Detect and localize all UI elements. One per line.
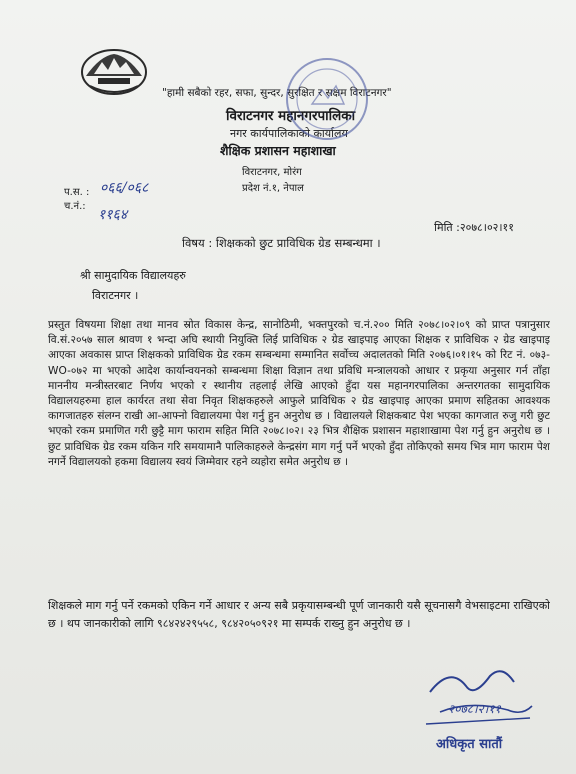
subject-line: विषय : शिक्षकको छुट प्राविधिक ग्रेड सम्बन्धमा । — [182, 236, 381, 250]
cn-value: ११६४ — [98, 207, 128, 223]
address-province: प्रदेश नं.१, नेपाल — [242, 183, 304, 194]
signatory-title: अधिकृत सातौं — [436, 737, 503, 752]
office-name: नगर कार्यपालिकाको कार्यालय — [230, 127, 348, 140]
organization-name: विराटनगर महानगरपालिका — [226, 108, 356, 124]
recipient-line-2: विराटनगर । — [92, 289, 139, 302]
slogan: "हामी सबैको रहर, सफा, सुन्दर, सुरक्षित र सक्षम विराटनगर" — [162, 87, 392, 99]
letter-date: मिति :२०७८।०२।११ — [434, 221, 514, 234]
cn-label: च.नं.: — [64, 201, 86, 212]
nepal-emblem-icon — [80, 46, 148, 96]
section-name: शैक्षिक प्रशासन महाशाखा — [220, 143, 336, 158]
ps-label: प.स. : — [64, 187, 90, 198]
body-paragraph-2: शिक्षकले माग गर्नु पर्ने रकमको एकिन गर्ने आधार र अन्य सबै प्रकृयासम्बन्धी पूर्ण जानकारी यसै सूचनासगै वेभसाइटमा राखिएको छ । थप जानकारीको लागि ९८४२४२९५५८, ९८४२०५०९२१ मा सम्पर्क राख्नु हुन अनुरोध छ । — [48, 599, 550, 630]
ps-value: ०६६/०६८ — [100, 180, 149, 196]
body-paragraph-1: प्रस्तुत विषयमा शिक्षा तथा मानव स्रोत विकास केन्द्र, सानोठिमी, भक्तपुरको च.नं.२०० मिति २०७८।०२।०९ को प्राप्त पत्रानुसार वि.सं.२०५७ साल श्रावण १ भन्दा अघि स्थायी नियुक्ति लिई प्राविधिक २ ग्रेड खाइपाइ आएका शिक्षक र प्राविधिक २ ग्रेड खाइपाइ आएका अवकास प्राप्त शिक्षकको प्राविधिक ग्रेड रकम सम्बन्धमा सम्मानित सर्वोच्च अदालतको मिति २०७६।०१।१५ को रिट नं. ०७३-WO-०७२ मा भएको आदेश कार्यान्वयनको सम्बन्धमा शिक्षा विज्ञान तथा प्रविधि मन्त्रालयको आधार र प्रकृया अनुसार गर्न ताँहा माननीय मन्त्रीस्तरबाट निर्णय भएको र स्थानीय तहलाई लेखि आएको हुँदा यस महानगरपालिका अन्तरगतका सामुदायिक विद्यालयहरुमा हाल कार्यरत तथा सेवा निवृत शिक्षकहरुले आफुले प्राविधिक २ ग्रेड खाइपाइ आएका प्रमाण सहितका आवश्यक कागजातहरु संलग्न राखी आ-आफ्नो विद्यालयमा पेश गर्नु हुन अनुरोध छ । विद्यालयले शिक्षकबाट पेश भएका कागजात रुजु गरी छुट भएको रकम प्रमाणित गरी छुट्टै माग फाराम सहित मिति २०७८।०२। २३ भित्र शैक्षिक प्रशासन महाशाखामा पेश गर्नु हुन अनुरोध छ । छुट प्राविधिक ग्रेड रकम यकिन गरि समयामानै पालिकाहरुले केन्द्रसंग माग गर्नु पर्ने भएको हुँदा तोकिएको समय भित्र माग फाराम पेश नगर्ने विद्यालयको हकमा विद्यालय स्वयं जिम्मेवार रहने व्यहोरा समेत अनुरोध छ । — [48, 319, 550, 468]
address-city: विराटनगर, मोरंग — [242, 167, 302, 178]
recipient-line-1: श्री सामुदायिक विद्यालयहरु — [80, 269, 186, 282]
signature-date: २०७८।२।११ — [448, 702, 501, 716]
office-stamp-icon — [282, 54, 372, 144]
